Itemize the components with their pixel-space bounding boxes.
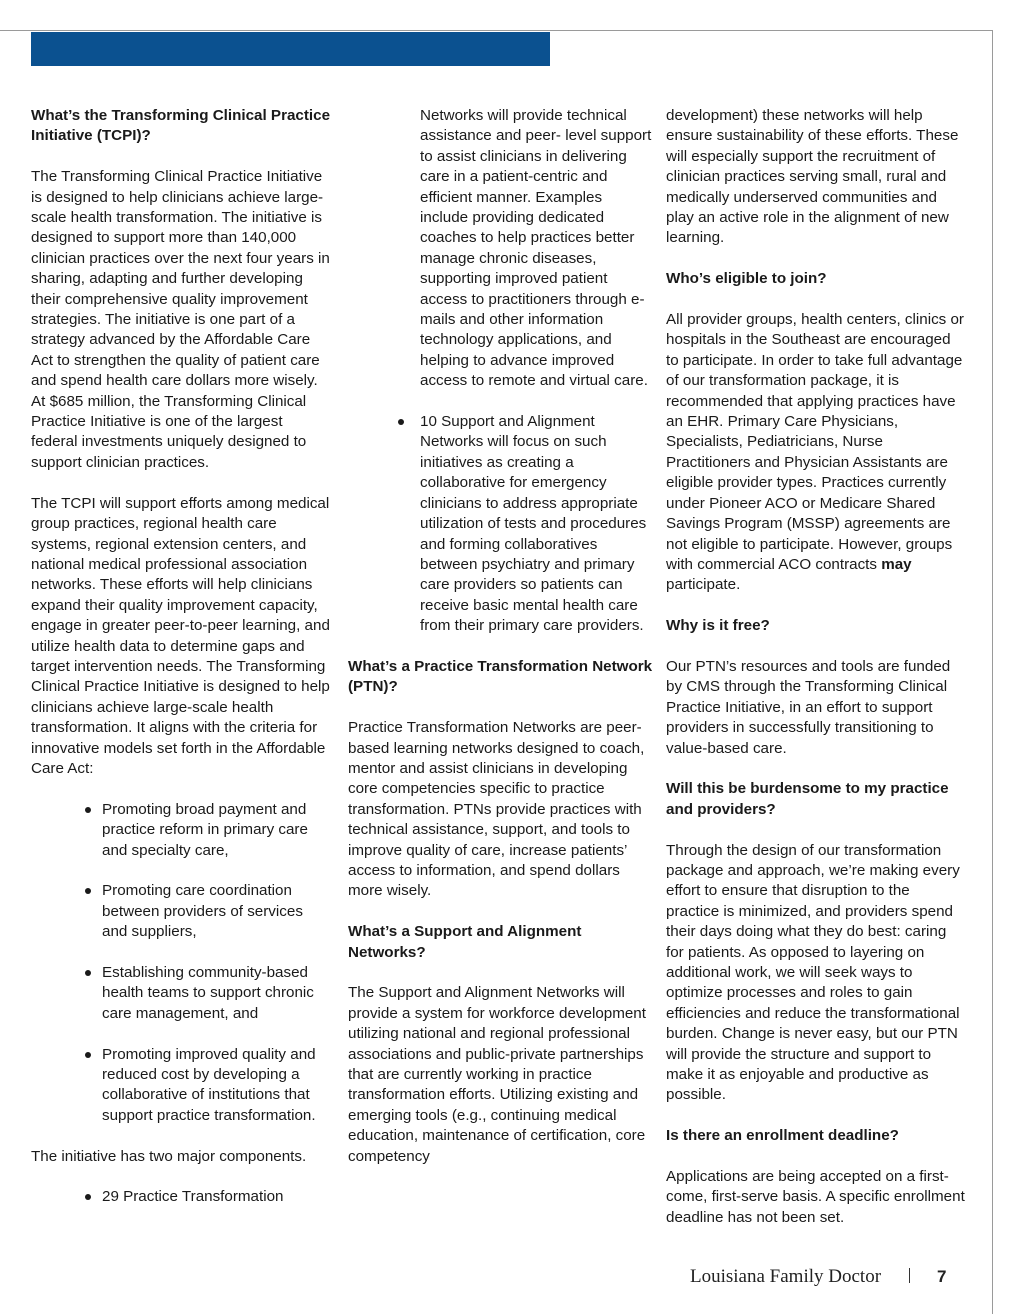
heading-ptn: What’s a Practice Transformation Network (PTN)? (348, 657, 653, 696)
column-1 (31, 106, 331, 1208)
heading-free: Why is it free? (666, 617, 770, 635)
heading-tcpi: What’s the Transforming Clinical Practice Initiative (TCPI)? (31, 107, 331, 145)
right-rule (992, 30, 993, 1314)
heading-eligible: Who’s eligible to join? (666, 270, 827, 288)
heading-burden: Will this be burdensome to my practice and providers? (666, 780, 949, 818)
eligible-text: All provider groups, health centers, clinics or hospitals in the Southeast are encouraged to participate. In order to take full advantage of our transformation package, it is recommended that applying practices have an EHR. Primary Care Physicians, Specialists, Pediatricians, Nurse Practitioners and Physician Assistants are eligible provider types. Practices currently under Pioneer ACO or Medicare Shared Savings Program (MSSP) agreements are not eligible to participate. However, groups with commercial ACO contracts (666, 311, 964, 573)
burden-paragraph: Through the design of our transformation package and approach, we’re making every effort to ensure that disruption to the practice is minimized, and providers spend their days doing what they do best: caring for patients. As opposed to layering on additional work, we will seek ways to optimize processes and roles to gain efficiencies and reduce the transformational burden. Change is never easy, but our PTN will provide the structure and support to make it as enjoyable and productive as possible. (666, 841, 960, 1104)
free-paragraph: Our PTN’s resources and tools are funded by CMS through the Transforming Clinical Practice Initiative, in an effort to support providers in successfully transitioning to value-based care. (666, 657, 951, 757)
top-rule (0, 30, 993, 31)
list-item: Establishing community-based health teams to support chronic care management, and (31, 963, 331, 1024)
tcpi-paragraph-2: The TCPI will support efforts among medical group practices, regional health care systems, regional extension centers, and national medical professional association networks. These efforts will help clinicians expand their quality improvement capacity, engage in greater peer-to-peer learning, and utilize health data to determine gaps and target intervention needs. The Transforming Clinical Practice Initiative is designed to help clinicians achieve large-scale health transformation. It aligns with the criteria for innovative models set forth in the Affordable Care Act: (31, 494, 330, 777)
column-2 (348, 106, 653, 1167)
column-3 (666, 106, 966, 1228)
components-list-2 (348, 412, 653, 636)
components-list (31, 1187, 331, 1207)
deadline-paragraph: Applications are being accepted on a first-come, first-serve basis. A specific enrollment deadline has not been set. (666, 1168, 965, 1226)
component-ptn: 29 Practice Transformation (31, 1187, 331, 1207)
eligible-emphasis: may (881, 555, 912, 573)
aca-criteria-list (31, 800, 331, 1126)
page-footer (690, 1266, 947, 1288)
component-san: 10 Support and Alignment Networks will focus on such initiatives as creating a collaborative for emergency clinicians to address appropriate utilization of tests and procedures and forming collaboratives between psychiatry and primary care providers so patients can receive basic mental health care from their primary care providers. (348, 412, 653, 636)
header-bar (31, 32, 550, 66)
eligible-text-end: participate. (666, 576, 741, 594)
list-item: Promoting improved quality and reduced cost by developing a collaborative of institutions that support practice transformation. (31, 1045, 331, 1127)
page-number: 7 (937, 1267, 947, 1286)
tcpi-paragraph-1: The Transforming Clinical Practice Initiative is designed to help clinicians achieve large-scale health transformation. The initiative is designed to support more than 140,000 clinician practices over the next four years in sharing, adapting and further developing their comprehensive quality improvement strategies. The initiative is one part of a strategy advanced by the Affordable Care Act to strengthen the quality of patient care and spend health care dollars more wisely. At $685 million, the Transforming Clinical Practice Initiative is one of the largest federal investments uniquely designed to support clinician practices. (31, 168, 330, 471)
publication-name: Louisiana Family Doctor (690, 1266, 882, 1287)
san-paragraph: The Support and Alignment Networks will provide a system for workforce development utilizing national and regional professional associations and public-private partnerships that are currently working in practice transformation efforts. Utilizing existing and emerging tools (e.g., continuing medical education, maintenance of certification, core competency (348, 984, 646, 1165)
eligible-paragraph (666, 310, 966, 596)
heading-deadline: Is there an enrollment deadline? (666, 1127, 899, 1145)
list-item: Promoting broad payment and practice reform in primary care and specialty care, (31, 800, 331, 861)
footer-divider (909, 1268, 910, 1283)
components-intro: The initiative has two major components. (31, 1147, 307, 1165)
component-ptn-continued: Networks will provide technical assistance and peer- level support to assist clinicians in delivering care in a patient-centric and efficient manner. Examples include providing dedicated coaches to help practices better manage chronic diseases, supporting improved patient access to practitioners through e-mails and other information technology applications, and helping to advance improved access to remote and virtual care. (420, 107, 652, 390)
ptn-paragraph: Practice Transformation Networks are peer-based learning networks designed to coach, mentor and assist clinicians in developing core competencies specific to practice transformation. PTNs provide practices with technical assistance, support, and tools to improve quality of care, increase patients’ access to information, and spend dollars more wisely. (348, 719, 645, 900)
heading-san: What’s a Support and Alignment Networks? (348, 923, 582, 961)
san-paragraph-continued: development) these networks will help ensure sustainability of these efforts. These will especially support the recruitment of clinician practices serving small, rural and medically underserved communities and play an active role in the alignment of new learning. (666, 107, 959, 247)
list-item: Promoting care coordination between providers of services and suppliers, (31, 881, 331, 942)
